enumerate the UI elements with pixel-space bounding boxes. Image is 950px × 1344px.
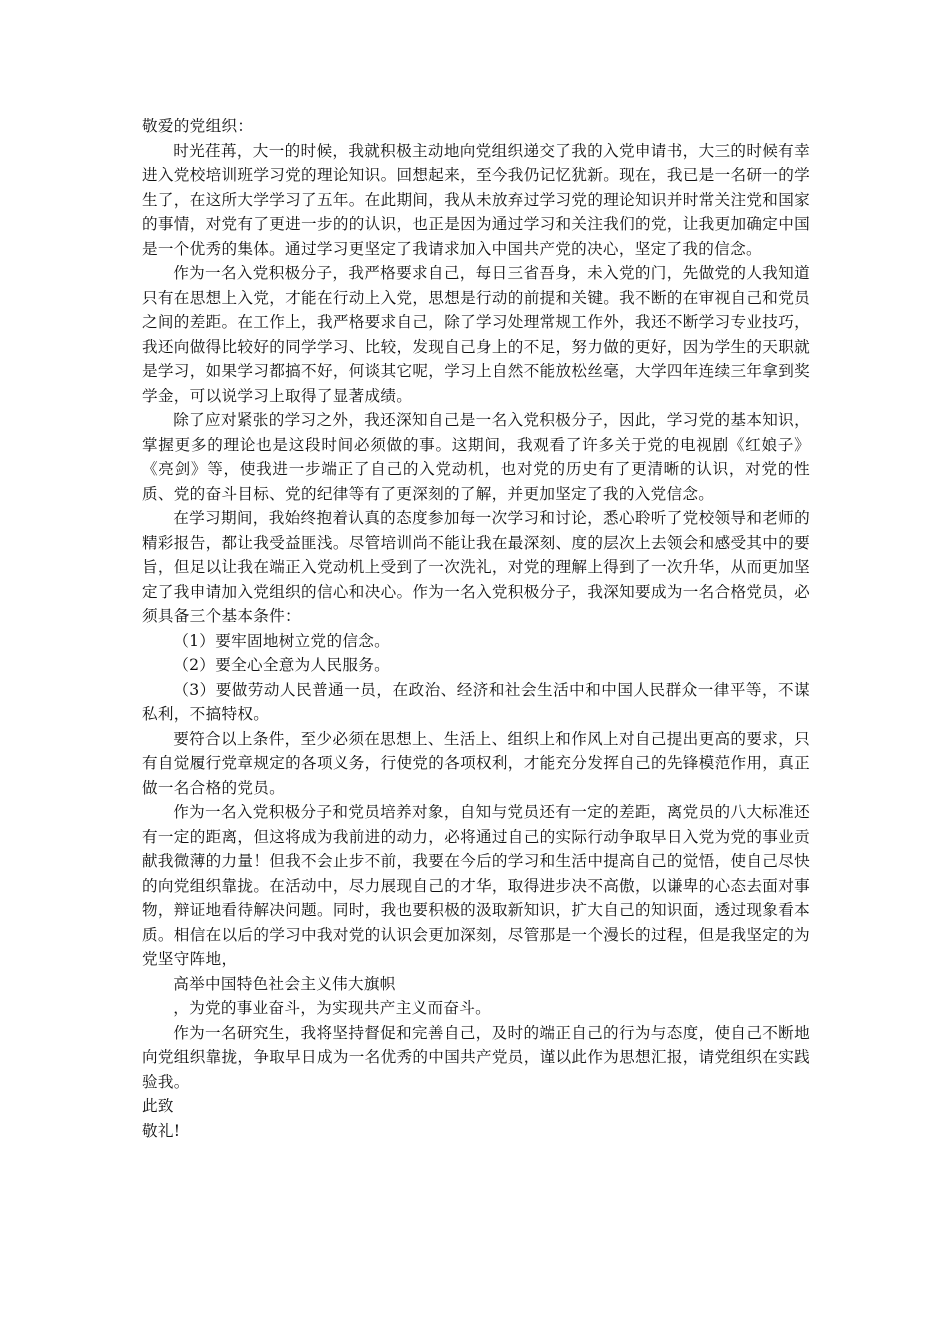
letter-body [142, 114, 810, 1143]
salutation: 敬爱的党组织： [142, 117, 254, 135]
paragraph-slogan: 高举中国特色社会主义伟大旗帜 [173, 974, 396, 993]
paragraph-3: 除了应对紧张的学习之外，我还深知自己是一名入党积极分子，因此，学习党的基本知识，掌握更多的理论也是这段时间必须做的事。这期间，我观看了许多关于党的电视剧《红娘子》《亮剑》等，使我进一步端正了自己的入党动机，也对党的历史有了更清晰的认识，对党的性质、党的奋斗目标、党的纪律等有了更深刻的了解，并更加坚定了我的入党信念。 [142, 411, 810, 503]
condition-1: （1）要牢固地树立党的信念。 [173, 631, 391, 650]
condition-2: （2）要全心全意为人民服务。 [173, 656, 391, 674]
paragraph-4: 在学习期间，我始终抱着认真的态度参加每一次学习和讨论，悉心聆听了党校领导和老师的精彩报告，都让我受益匪浅。尽管培训尚不能让我在最深刻、度的层次上去领会和感受其中的要旨，但足以让我在端正入党动机上受到了一次洗礼，对党的理解上得到了一次升华，从而更加坚定了我申请加入党组织的信心和决心。作为一名入党积极分子，我深知要成为一名合格党员，必须具备三个基本条件： [142, 509, 810, 625]
paragraph-slogan-continued: ，为党的事业奋斗，为实现共产主义而奋斗。 [173, 999, 492, 1017]
paragraph-5: 要符合以上条件，至少必须在思想上、生活上、组织上和作风上对自己提出更高的要求，只有自觉履行党章规定的各项义务，行使党的各项权利，才能充分发挥自己的先锋模范作用，真正做一名合格的党员。 [142, 729, 810, 797]
paragraph-7: 作为一名研究生，我将坚持督促和完善自己，及时的端正自己的行为与态度，使自己不断地向党组织靠拢，争取早日成为一名优秀的中国共产党员，谨以此作为思想汇报，请党组织在实践验我。 [142, 1023, 810, 1091]
closing-line-1: 此致 [142, 1097, 174, 1115]
paragraph-1: 时光荏苒，大一的时候，我就积极主动地向党组织递交了我的入党申请书，大三的时候有幸进入党校培训班学习党的理论知识。回想起来，至今我仍记忆犹新。现在，我已是一名研一的学生了，在这所大学学习了五年。在此期间，我从未放弃过学习党的理论知识并时常关注党和国家的事情，对党有了更进一步的的认识，也正是因为通过学习和关注我们的党，让我更加确定中国是一个优秀的集体。通过学习更坚定了我请求加入中国共产党的决心，坚定了我的信念。 [142, 141, 810, 258]
paragraph-6: 作为一名入党积极分子和党员培养对象，自知与党员还有一定的差距，离党员的八大标准还有一定的距离，但这将成为我前进的动力，必将通过自己的实际行动争取早日入党为党的事业贡献我微薄的力量！但我不会止步不前，我要在今后的学习和生活中提高自己的觉悟，使自己尽快的向党组织靠拢。在活动中，尽力展现自己的才华，取得进步决不高傲，以谦卑的心态去面对事物，辩证地看待解决问题。同时，我也要积极的汲取新知识，扩大自己的知识面，透过现象看本质。相信在以后的学习中我对党的认识会更加深刻，尽管那是一个漫长的过程，但是我坚定的为党坚守阵地， [142, 803, 810, 968]
paragraph-2: 作为一名入党积极分子，我严格要求自己，每日三省吾身，未入党的门，先做党的人我知道只有在思想上入党，才能在行动上入党，思想是行动的前提和关键。我不断的在审视自己和党员之间的差距。在工作上，我严格要求自己，除了学习处理常规工作外，我还不断学习专业技巧，我还向做得比较好的同学学习、比较，发现自己身上的不足，努力做的更好，因为学生的天职就是学习，如果学习都搞不好，何谈其它呢，学习上自然不能放松丝毫，大学四年连续三年拿到奖学金，可以说学习上取得了显著成绩。 [142, 264, 810, 405]
condition-3: （3）要做劳动人民普通一员，在政治、经济和社会生活中和中国人民群众一律平等，不谋私利，不搞特权。 [142, 680, 810, 723]
closing-line-2: 敬礼! [142, 1121, 181, 1140]
